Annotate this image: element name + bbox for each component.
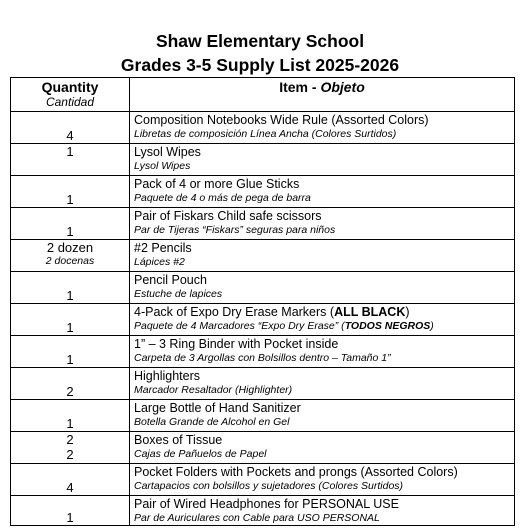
- item-name-es-emphasis: TODOS NEGROS: [344, 320, 431, 332]
- item-name: Pair of Fiskars Child safe scissors: [134, 209, 322, 223]
- table-row: [11, 336, 515, 368]
- table-row: [11, 176, 515, 208]
- item-name-es: Lápices #2: [134, 256, 185, 268]
- item-cell: [130, 464, 515, 496]
- item-name-es-part: ): [430, 320, 434, 332]
- quantity-cell: [11, 144, 130, 176]
- quantity-value: 4: [66, 480, 74, 495]
- item-name: Pair of Wired Headphones for PERSONAL USE: [134, 497, 399, 511]
- quantity-value: 1: [66, 144, 74, 159]
- supply-list-title: Grades 3-5 Supply List 2025-2026: [120, 55, 400, 75]
- item-name-es: Par de Auriculares con Cable para USO PERSONAL: [134, 512, 380, 524]
- table-row: [11, 368, 515, 400]
- quantity-value: 1: [66, 192, 74, 207]
- table-header-row: [11, 78, 515, 112]
- item-cell: [130, 208, 515, 240]
- quantity-cell: [11, 400, 130, 432]
- quantity-cell: [11, 336, 130, 368]
- quantity-cell: [11, 304, 130, 336]
- item-name: Composition Notebooks Wide Rule (Assorted Colors): [134, 113, 429, 127]
- item-cell: [130, 176, 515, 208]
- item-name: Pencil Pouch: [134, 273, 207, 287]
- item-name: Pocket Folders with Pockets and prongs (Assorted Colors): [134, 465, 458, 479]
- table-row: [11, 432, 515, 464]
- item-name-es: Marcador Resaltador (Highlighter): [134, 384, 293, 396]
- quantity-cell: [11, 208, 130, 240]
- quantity-value: 1: [66, 510, 74, 525]
- item-name-es: Carpeta de 3 Argollas con Bolsillos dentro – Tamaño 1”: [134, 352, 391, 364]
- supply-table: [10, 77, 515, 526]
- item-cell: [130, 304, 515, 336]
- item-name-es: Paquete de 4 o más de pega de barra: [134, 192, 311, 204]
- item-name-es: Par de Tijeras “Fiskars” seguras para niños: [134, 224, 336, 236]
- item-name: Highlighters: [134, 369, 201, 383]
- table-row: [11, 400, 515, 432]
- item-name-es: Cajas de Pañuelos de Papel: [134, 448, 267, 460]
- table-row: [11, 304, 515, 336]
- item-name-es: Estuche de lapices: [134, 288, 223, 300]
- quantity-header-label-es: Cantidad: [45, 95, 95, 109]
- quantity-value-es: 2: [66, 447, 74, 462]
- quantity-cell: [11, 240, 130, 272]
- item-cell: [130, 432, 515, 464]
- table-row: [11, 112, 515, 144]
- table-row: [11, 240, 515, 272]
- item-name-emphasis: ALL BLACK: [334, 305, 406, 319]
- item-cell: [130, 368, 515, 400]
- item-name: #2 Pencils: [134, 241, 192, 255]
- item-cell: [130, 240, 515, 272]
- item-cell: [130, 496, 515, 526]
- item-header-label-es: Objeto: [320, 79, 365, 95]
- quantity-cell: [11, 496, 130, 526]
- item-name-part: ): [405, 305, 410, 319]
- quantity-cell: [11, 112, 130, 144]
- quantity-header-label: Quantity: [41, 79, 99, 95]
- quantity-cell: [11, 368, 130, 400]
- table-row: [11, 464, 515, 496]
- item-cell: [130, 112, 515, 144]
- item-name-es: [134, 320, 514, 333]
- item-header-label: Item -: [279, 79, 321, 95]
- quantity-cell: [11, 176, 130, 208]
- item-cell: [130, 272, 515, 304]
- item-name: Boxes of Tissue: [134, 433, 223, 447]
- school-name: Shaw Elementary School: [155, 31, 365, 51]
- table-row: [11, 208, 515, 240]
- quantity-value: 2: [66, 432, 74, 447]
- item-cell: [130, 400, 515, 432]
- quantity-value: 1: [66, 320, 74, 335]
- item-name: Pack of 4 or more Glue Sticks: [134, 177, 300, 191]
- item-name-part: 4-Pack of Expo Dry Erase Markers (: [134, 305, 335, 319]
- item-name: Lysol Wipes: [134, 145, 201, 159]
- quantity-value: 2: [66, 384, 74, 399]
- quantity-cell: [11, 464, 130, 496]
- quantity-value: 4: [66, 128, 74, 143]
- quantity-value: 1: [66, 288, 74, 303]
- quantity-cell: [11, 432, 130, 464]
- table-row: [11, 272, 515, 304]
- item-cell: [130, 336, 515, 368]
- quantity-cell: [11, 272, 130, 304]
- quantity-value: 2 dozen: [46, 240, 94, 255]
- quantity-value-es: 2 docenas: [45, 255, 95, 267]
- item-cell: [130, 144, 515, 176]
- item-name-es-part: Paquete de 4 Marcadores “Expo Dry Erase” (: [134, 320, 345, 332]
- item-name: Large Bottle of Hand Sanitizer: [134, 401, 301, 415]
- item-name-es: Cartapacios con bolsillos y sujetadores (Colores Surtidos): [134, 480, 404, 492]
- item-name-es: Libretas de composición Línea Ancha (Colores Surtidos): [134, 128, 397, 140]
- item-name-es: Lysol Wipes: [134, 160, 191, 172]
- quantity-value: 1: [66, 224, 74, 239]
- table-row: [11, 144, 515, 176]
- item-name: 1” – 3 Ring Binder with Pocket inside: [134, 337, 339, 351]
- quantity-value: 1: [66, 416, 74, 431]
- table-row: [11, 496, 515, 526]
- item-header: [130, 78, 515, 112]
- item-name: [134, 304, 514, 320]
- item-name-es: Botella Grande de Alcohol en Gel: [134, 416, 290, 428]
- quantity-value: 1: [66, 352, 74, 367]
- quantity-header: [11, 78, 130, 112]
